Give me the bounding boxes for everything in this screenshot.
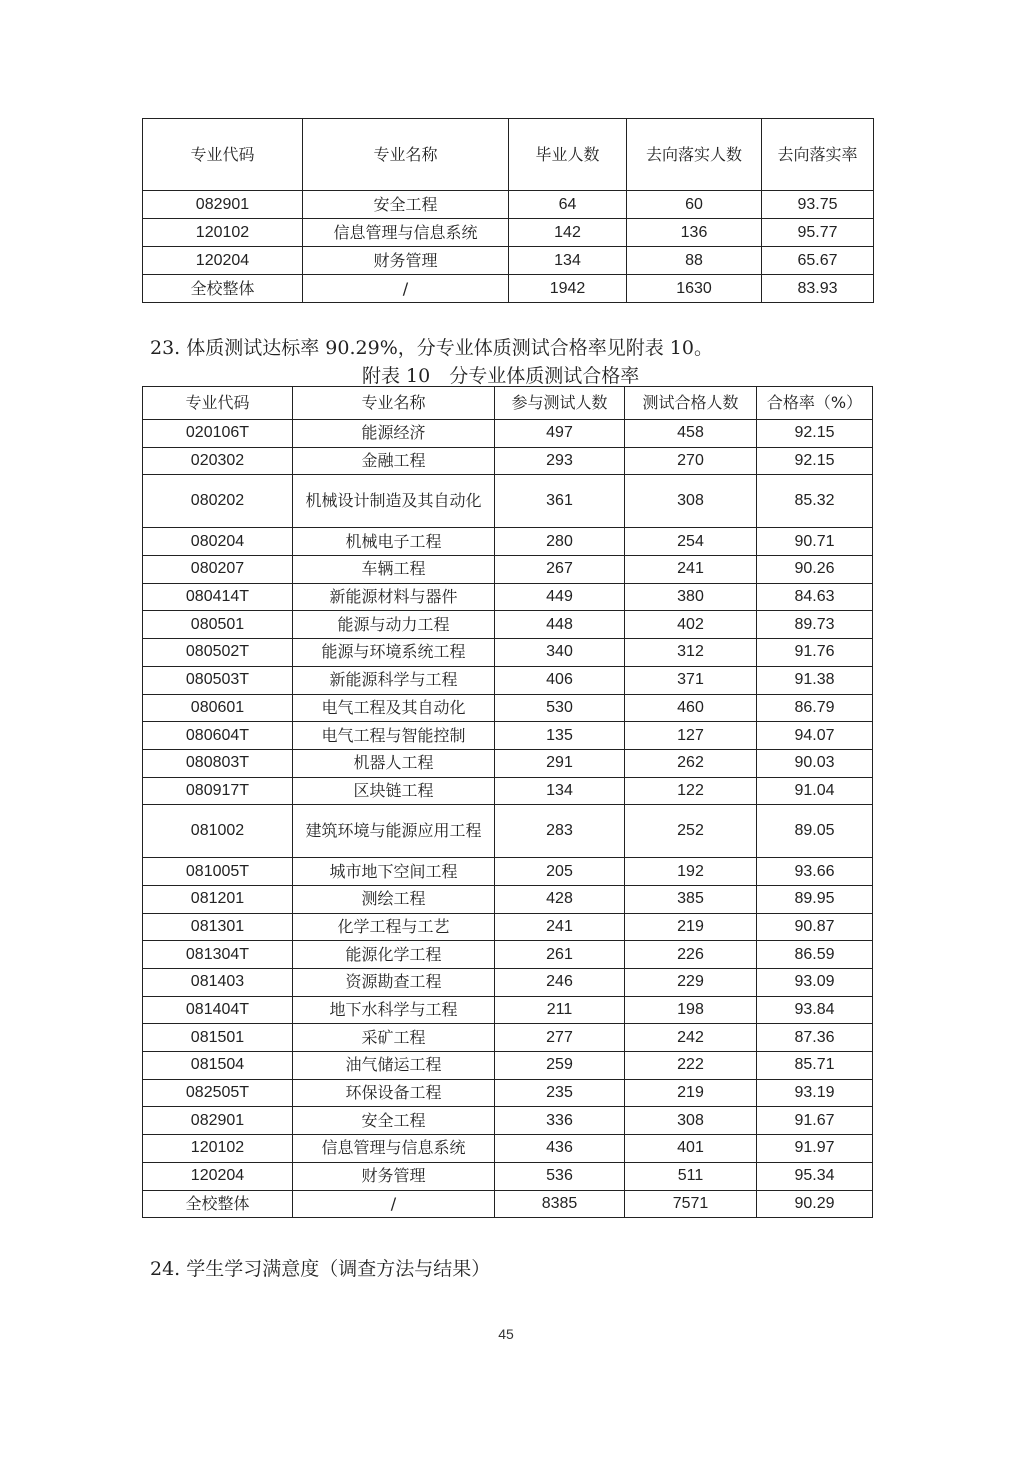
- column-header: 测试合格人数: [625, 387, 757, 420]
- major-code-cell: 080207: [143, 556, 293, 584]
- major-name-cell: 电气工程与智能控制: [293, 722, 495, 750]
- rate-cell: 90.29: [757, 1190, 873, 1218]
- count-cell: 88: [627, 247, 762, 275]
- rate-cell: 85.32: [757, 475, 873, 528]
- count-cell: 135: [495, 722, 625, 750]
- major-name-cell: 安全工程: [293, 1107, 495, 1135]
- column-header: 专业名称: [303, 119, 509, 191]
- count-cell: 262: [625, 749, 757, 777]
- major-code-cell: 080803T: [143, 749, 293, 777]
- count-cell: 134: [495, 777, 625, 805]
- table-row: [143, 885, 873, 913]
- count-cell: 385: [625, 885, 757, 913]
- major-code-cell: 080202: [143, 475, 293, 528]
- major-code-cell: 081005T: [143, 858, 293, 886]
- table-row: [143, 275, 874, 303]
- major-name-cell: 能源与动力工程: [293, 611, 495, 639]
- major-code-cell: 081002: [143, 805, 293, 858]
- major-name-cell: 能源经济: [293, 420, 495, 448]
- rate-cell: 65.67: [762, 247, 874, 275]
- table-row: [143, 1052, 873, 1080]
- major-name-cell: 建筑环境与能源应用工程: [293, 805, 495, 858]
- major-code-cell: 120204: [143, 247, 303, 275]
- major-code-cell: 020106T: [143, 420, 293, 448]
- count-cell: 246: [495, 969, 625, 997]
- rate-cell: 89.05: [757, 805, 873, 858]
- count-cell: 229: [625, 969, 757, 997]
- count-cell: 361: [495, 475, 625, 528]
- major-name-cell: 新能源科学与工程: [293, 666, 495, 694]
- rate-cell: 95.77: [762, 219, 874, 247]
- table-row: [143, 639, 873, 667]
- major-code-cell: 080502T: [143, 639, 293, 667]
- major-code-cell: 080604T: [143, 722, 293, 750]
- major-name-cell: 能源与环境系统工程: [293, 639, 495, 667]
- table-row: [143, 556, 873, 584]
- count-cell: 283: [495, 805, 625, 858]
- count-cell: 308: [625, 475, 757, 528]
- count-cell: 371: [625, 666, 757, 694]
- count-cell: 449: [495, 583, 625, 611]
- rate-cell: 90.26: [757, 556, 873, 584]
- table-header-row: [143, 387, 873, 420]
- major-code-cell: 081501: [143, 1024, 293, 1052]
- major-code-cell: 081304T: [143, 941, 293, 969]
- count-cell: 242: [625, 1024, 757, 1052]
- major-code-cell: 082901: [143, 1107, 293, 1135]
- table-row: [143, 1190, 873, 1218]
- count-cell: 536: [495, 1162, 625, 1190]
- column-header: 参与测试人数: [495, 387, 625, 420]
- table-row: [143, 805, 873, 858]
- major-code-cell: 082505T: [143, 1079, 293, 1107]
- major-code-cell: 082901: [143, 191, 303, 219]
- major-name-cell: 油气储运工程: [293, 1052, 495, 1080]
- count-cell: 261: [495, 941, 625, 969]
- column-header: 专业名称: [293, 387, 495, 420]
- major-name-cell: 新能源材料与器件: [293, 583, 495, 611]
- table-row: [143, 996, 873, 1024]
- rate-cell: 94.07: [757, 722, 873, 750]
- count-cell: 198: [625, 996, 757, 1024]
- count-cell: 406: [495, 666, 625, 694]
- count-cell: 270: [625, 447, 757, 475]
- rate-cell: 89.95: [757, 885, 873, 913]
- count-cell: 277: [495, 1024, 625, 1052]
- major-code-cell: 020302: [143, 447, 293, 475]
- major-name-cell: 金融工程: [293, 447, 495, 475]
- count-cell: 267: [495, 556, 625, 584]
- column-header: 去向落实率: [762, 119, 874, 191]
- major-code-cell: 120204: [143, 1162, 293, 1190]
- rate-cell: 95.34: [757, 1162, 873, 1190]
- count-cell: 235: [495, 1079, 625, 1107]
- major-name-cell: 地下水科学与工程: [293, 996, 495, 1024]
- major-name-cell: 财务管理: [293, 1162, 495, 1190]
- page-number: 45: [498, 1326, 514, 1342]
- count-cell: 241: [625, 556, 757, 584]
- column-header: 专业代码: [143, 119, 303, 191]
- count-cell: 291: [495, 749, 625, 777]
- rate-cell: 91.97: [757, 1135, 873, 1163]
- count-cell: 436: [495, 1135, 625, 1163]
- major-name-cell: 电气工程及其自动化: [293, 694, 495, 722]
- count-cell: 458: [625, 420, 757, 448]
- table-row: [143, 969, 873, 997]
- rate-cell: 83.93: [762, 275, 874, 303]
- table-row: [143, 858, 873, 886]
- item-23-physical-test-text: 23. 体质测试达标率 90.29%，分专业体质测试合格率见附表 10。: [150, 337, 713, 359]
- major-name-cell: 环保设备工程: [293, 1079, 495, 1107]
- major-name-cell: 财务管理: [303, 247, 509, 275]
- table-row: [143, 941, 873, 969]
- major-name-cell: 车辆工程: [293, 556, 495, 584]
- major-code-cell: 080501: [143, 611, 293, 639]
- rate-cell: 91.04: [757, 777, 873, 805]
- count-cell: 460: [625, 694, 757, 722]
- count-cell: 219: [625, 1079, 757, 1107]
- count-cell: 254: [625, 528, 757, 556]
- major-name-cell: /: [303, 275, 509, 303]
- major-name-cell: 能源化学工程: [293, 941, 495, 969]
- graduate-placement-table-continued: [142, 118, 874, 303]
- count-cell: 205: [495, 858, 625, 886]
- rate-cell: 89.73: [757, 611, 873, 639]
- major-code-cell: 080601: [143, 694, 293, 722]
- rate-cell: 91.76: [757, 639, 873, 667]
- table-10-physical-test-pass-rate: [142, 386, 873, 1218]
- item-24-satisfaction-heading: 24. 学生学习满意度（调查方法与结果）: [150, 1258, 491, 1280]
- rate-cell: 93.75: [762, 191, 874, 219]
- table-row: [143, 913, 873, 941]
- count-cell: 252: [625, 805, 757, 858]
- table-row: [143, 528, 873, 556]
- count-cell: 7571: [625, 1190, 757, 1218]
- count-cell: 134: [509, 247, 627, 275]
- table-10-caption: 附表 10 分专业体质测试合格率: [362, 365, 640, 387]
- rate-cell: 92.15: [757, 447, 873, 475]
- column-header: 合格率（%）: [757, 387, 873, 420]
- table-row: [143, 777, 873, 805]
- table-row: [143, 1162, 873, 1190]
- table-row: [143, 611, 873, 639]
- count-cell: 530: [495, 694, 625, 722]
- rate-cell: 93.66: [757, 858, 873, 886]
- major-name-cell: /: [293, 1190, 495, 1218]
- count-cell: 64: [509, 191, 627, 219]
- rate-cell: 91.67: [757, 1107, 873, 1135]
- rate-cell: 90.87: [757, 913, 873, 941]
- table-row: [143, 749, 873, 777]
- rate-cell: 93.09: [757, 969, 873, 997]
- table-row: [143, 1079, 873, 1107]
- count-cell: 380: [625, 583, 757, 611]
- major-code-cell: 全校整体: [143, 275, 303, 303]
- count-cell: 448: [495, 611, 625, 639]
- table-row: [143, 219, 874, 247]
- table-row: [143, 1107, 873, 1135]
- major-name-cell: 机械设计制造及其自动化: [293, 475, 495, 528]
- major-name-cell: 采矿工程: [293, 1024, 495, 1052]
- major-name-cell: 安全工程: [303, 191, 509, 219]
- count-cell: 241: [495, 913, 625, 941]
- major-name-cell: 资源勘查工程: [293, 969, 495, 997]
- rate-cell: 93.19: [757, 1079, 873, 1107]
- count-cell: 428: [495, 885, 625, 913]
- rate-cell: 85.71: [757, 1052, 873, 1080]
- rate-cell: 86.79: [757, 694, 873, 722]
- count-cell: 192: [625, 858, 757, 886]
- rate-cell: 92.15: [757, 420, 873, 448]
- count-cell: 127: [625, 722, 757, 750]
- major-code-cell: 080204: [143, 528, 293, 556]
- table-row: [143, 191, 874, 219]
- table-row: [143, 447, 873, 475]
- count-cell: 401: [625, 1135, 757, 1163]
- major-code-cell: 081201: [143, 885, 293, 913]
- count-cell: 8385: [495, 1190, 625, 1218]
- major-code-cell: 081504: [143, 1052, 293, 1080]
- rate-cell: 90.03: [757, 749, 873, 777]
- rate-cell: 87.36: [757, 1024, 873, 1052]
- count-cell: 1630: [627, 275, 762, 303]
- major-name-cell: 城市地下空间工程: [293, 858, 495, 886]
- major-code-cell: 120102: [143, 1135, 293, 1163]
- major-code-cell: 全校整体: [143, 1190, 293, 1218]
- rate-cell: 91.38: [757, 666, 873, 694]
- table-header-row: [143, 119, 874, 191]
- major-code-cell: 080414T: [143, 583, 293, 611]
- count-cell: 60: [627, 191, 762, 219]
- count-cell: 211: [495, 996, 625, 1024]
- count-cell: 136: [627, 219, 762, 247]
- table-row: [143, 1135, 873, 1163]
- column-header: 去向落实人数: [627, 119, 762, 191]
- count-cell: 219: [625, 913, 757, 941]
- count-cell: 280: [495, 528, 625, 556]
- count-cell: 511: [625, 1162, 757, 1190]
- count-cell: 226: [625, 941, 757, 969]
- count-cell: 122: [625, 777, 757, 805]
- table-row: [143, 666, 873, 694]
- table-row: [143, 583, 873, 611]
- rate-cell: 90.71: [757, 528, 873, 556]
- major-code-cell: 081404T: [143, 996, 293, 1024]
- count-cell: 336: [495, 1107, 625, 1135]
- count-cell: 293: [495, 447, 625, 475]
- count-cell: 142: [509, 219, 627, 247]
- table-row: [143, 247, 874, 275]
- table-row: [143, 475, 873, 528]
- table-row: [143, 694, 873, 722]
- count-cell: 308: [625, 1107, 757, 1135]
- major-name-cell: 机器人工程: [293, 749, 495, 777]
- major-name-cell: 信息管理与信息系统: [303, 219, 509, 247]
- major-name-cell: 机械电子工程: [293, 528, 495, 556]
- major-code-cell: 120102: [143, 219, 303, 247]
- table-row: [143, 420, 873, 448]
- count-cell: 259: [495, 1052, 625, 1080]
- table-row: [143, 722, 873, 750]
- rate-cell: 86.59: [757, 941, 873, 969]
- major-code-cell: 080917T: [143, 777, 293, 805]
- major-name-cell: 测绘工程: [293, 885, 495, 913]
- table-row: [143, 1024, 873, 1052]
- major-code-cell: 080503T: [143, 666, 293, 694]
- major-code-cell: 081301: [143, 913, 293, 941]
- count-cell: 1942: [509, 275, 627, 303]
- column-header: 专业代码: [143, 387, 293, 420]
- count-cell: 340: [495, 639, 625, 667]
- major-name-cell: 信息管理与信息系统: [293, 1135, 495, 1163]
- major-name-cell: 区块链工程: [293, 777, 495, 805]
- major-name-cell: 化学工程与工艺: [293, 913, 495, 941]
- count-cell: 222: [625, 1052, 757, 1080]
- count-cell: 402: [625, 611, 757, 639]
- count-cell: 497: [495, 420, 625, 448]
- major-code-cell: 081403: [143, 969, 293, 997]
- rate-cell: 84.63: [757, 583, 873, 611]
- column-header: 毕业人数: [509, 119, 627, 191]
- count-cell: 312: [625, 639, 757, 667]
- rate-cell: 93.84: [757, 996, 873, 1024]
